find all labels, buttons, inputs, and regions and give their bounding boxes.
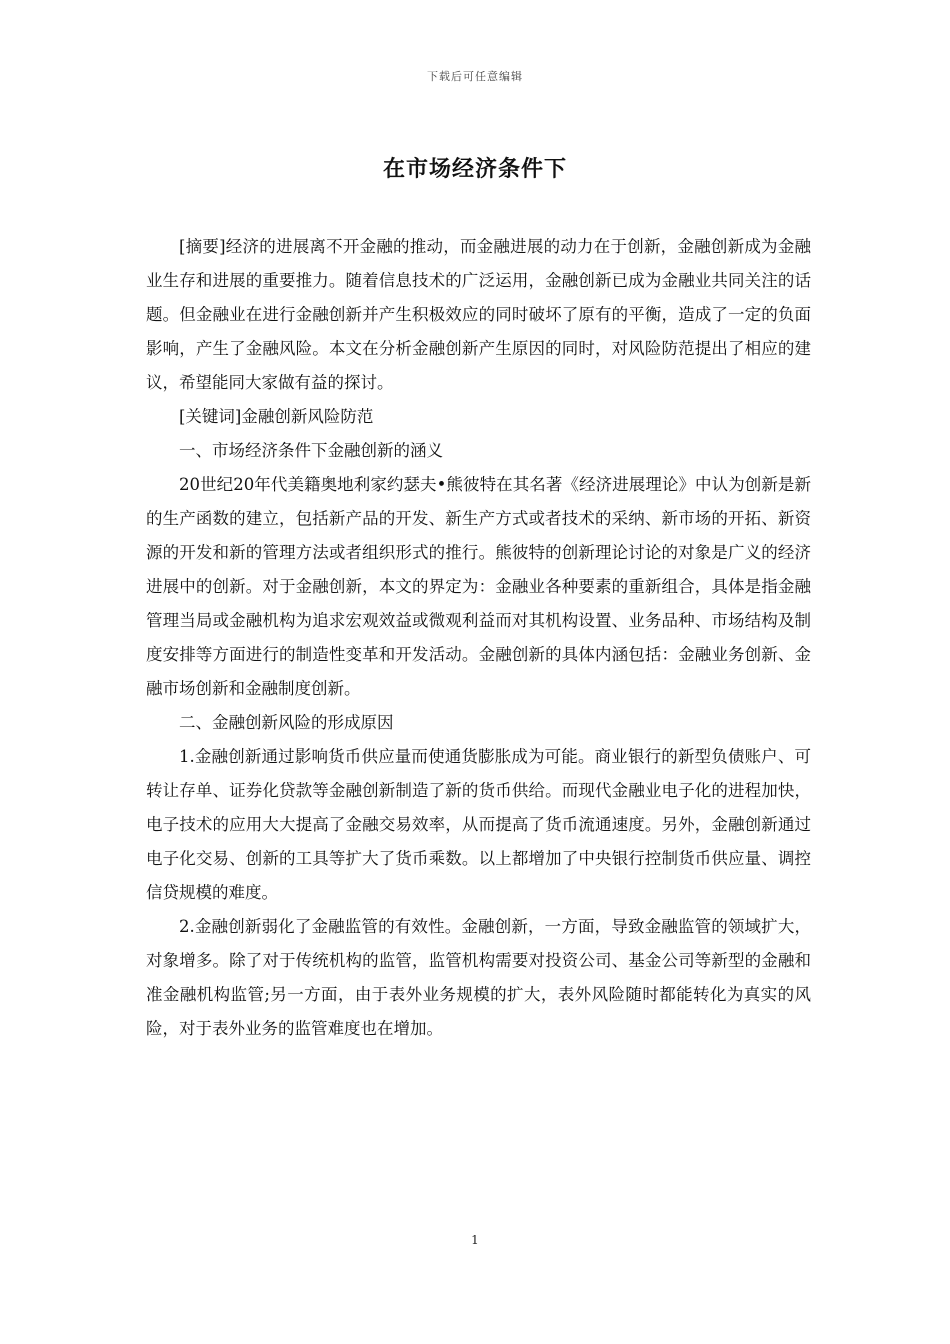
document-body: [146, 230, 811, 1046]
page-number: 1: [471, 1233, 479, 1247]
body-paragraph: 20世纪20年代美籍奥地利家约瑟夫•熊彼特在其名著《经济进展理论》中认为创新是新的生产函数的建立，包括新产品的开发、新生产方式或者技术的采纳、新市场的开拓、新资源的开发和新的管理方法或者组织形式的推行。熊彼特的创新理论讨论的对象是广义的经济进展中的创新。对于金融创新，本文的界定为：金融业各种要素的重新组合，具体是指金融管理当局或金融机构为追求宏观效益或微观利益而对其机构设置、业务品种、市场结构及制度安排等方面进行的制造性变革和开发活动。金融创新的具体内涵包括：金融业务创新、金融市场创新和金融制度创新。: [146, 475, 811, 698]
abstract-paragraph: [摘要]经济的进展离不开金融的推动，而金融进展的动力在于创新，金融创新成为金融业生存和进展的重要推力。随着信息技术的广泛运用，金融创新已成为金融业共同关注的话题。但金融业在进行金融创新并产生积极效应的同时破坏了原有的平衡，造成了一定的负面影响，产生了金融风险。本文在分析金融创新产生原因的同时，对风险防范提出了相应的建议，希望能同大家做有益的探讨。: [146, 237, 811, 392]
keywords-paragraph: [关键词]金融创新风险防范: [179, 407, 374, 426]
body-paragraph: 2.金融创新弱化了金融监管的有效性。金融创新，一方面，导致金融监管的领域扩大，对象增多。除了对于传统机构的监管，监管机构需要对投资公司、基金公司等新型的金融和准金融机构监管;另一方面，由于表外业务规模的扩大，表外风险随时都能转化为真实的风险，对于表外业务的监管难度也在增加。: [146, 917, 811, 1038]
body-paragraph: 1.金融创新通过影响货币供应量而使通货膨胀成为可能。商业银行的新型负债账户、可转让存单、证券化贷款等金融创新制造了新的货币供给。而现代金融业电子化的进程加快，电子技术的应用大大提高了金融交易效率，从而提高了货币流通速度。另外，金融创新通过电子化交易、创新的工具等扩大了货币乘数。以上都增加了中央银行控制货币供应量、调控信贷规模的难度。: [146, 747, 811, 902]
section-heading-2: 二、金融创新风险的形成原因: [179, 713, 394, 732]
section-heading-1: 一、市场经济条件下金融创新的涵义: [179, 441, 443, 460]
page-header-note: 下载后可任意编辑: [427, 70, 523, 83]
document-title: 在市场经济条件下: [382, 156, 567, 182]
